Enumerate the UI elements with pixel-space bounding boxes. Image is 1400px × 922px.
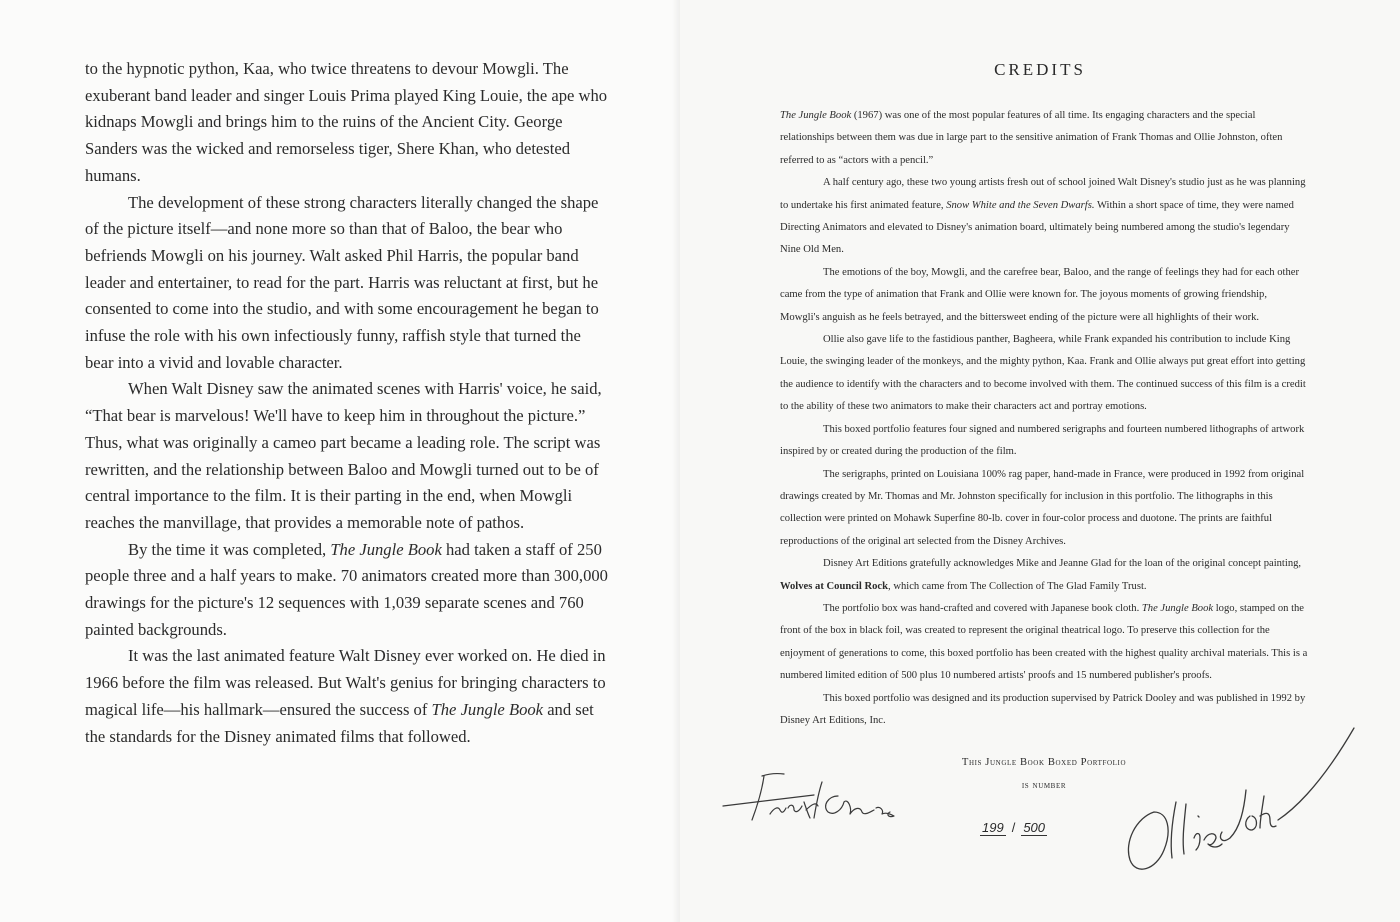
edition-number-row [980,820,1120,836]
r8-film-title: The Jungle Book [1141,602,1214,614]
r2-film-title: Snow White and the Seven Dwarfs. [946,199,1095,211]
portfolio-line-1: This Jungle Book Boxed Portfolio [961,757,1127,768]
p4-film-title: The Jungle Book [330,539,442,559]
edition-number: 199 [982,820,1004,835]
right-page [680,0,1400,922]
credits-paragraph-3: The emotions of the boy, Mowgli, and the carefree bear, Baloo, and the range of feelings they had for each other came from the type of animation that Frank and Ollie were known for. The joyous moments of growing friendship, Mowgli's anguish as he feels betrayed, and the bittersweet ending of the picture were all highlights of their work. [780,266,1300,323]
signature-frank-thomas-icon [718,762,918,842]
credits-paragraph-6: The serigraphs, printed on Louisiana 100% rag paper, hand-made in France, were produced in 1992 from original drawings created by Mr. Thomas and Mr. Johnston specifically for inclusion in this portfolio. The lithographs in this collection were printed on Mohawk Superfine 80-lb. cover in four-color process and duotone. The prints are faithful reproductions of the original art selected from the Disney Archives. [780,468,1305,547]
r7-painting-title: Wolves at Council Rock [780,580,889,592]
r1-text: (1967) was one of the most popular features of all time. Its engaging characters and the special relationships between them was due in large part to the sensitive animation of Frank Thomas and Ollie Johnston, often referred to as “actors with a pencil.” [780,110,1283,166]
left-paragraph-1: to the hypnotic python, Kaa, who twice threatens to devour Mowgli. The exuberant band leader and singer Louis Prima played King Louie, the ape who kidnaps Mowgli and brings him to the ruins of the Ancient City. George Sanders was the wicked and remorseless tiger, Shere Khan, who detested humans. [85,59,608,185]
p5-text-b: and set the standards for the Disney animated films that followed. [85,699,594,746]
left-page [0,0,680,922]
p4-text-b: had taken a staff of 250 people three and a half years to make. 70 animators created more than 300,000 drawings for the picture's 12 sequences with 1,039 separate scenes and 760 painted backgrounds. [85,539,608,639]
credits-paragraph-5: This boxed portfolio features four signed and numbered serigraphs and fourteen numbered lithographs of artwork inspired by or created during the production of the film. [780,423,1305,458]
r2-text-b: Within a short space of time, they were named Directing Animators and elevated to Disney's animation board, ultimately being numbered among the studio's legendary Nine Old Men. [780,199,1294,256]
credits-paragraph-7 [780,553,1308,598]
left-paragraph-2: The development of these strong characters literally changed the shape of the picture itself—and none more so than that of Baloo, the bear who befriends Mowgli on his journey. Walt asked Phil Harris, the popular band leader and entertainer, to read for the part. Harris was reluctant at first, but he consented to come into the studio, and with some encouragement he began to infuse the role with his own infectiously funny, raffish style that turned the bear into a vivid and lovable character. [85,192,599,372]
p4-text-a: By the time it was completed, [128,539,331,559]
left-page-body [85,56,613,750]
signature-ollie-johnston-icon [1118,720,1358,880]
r7-text-a: Disney Art Editions gratefully acknowledges Mike and Jeanne Glad for the loan of the original concept painting, [823,558,1302,570]
left-paragraph-4 [85,537,613,644]
edition-separator: / [1011,820,1016,835]
r2-text-a: A half century ago, these two young artists fresh out of school joined Walt Disney's studio just as he was planning to undertake his first animated feature, [780,177,1306,211]
portfolio-line-2: is number [1021,780,1067,791]
r8-text-a: The portfolio box was hand-crafted and covered with Japanese book cloth. [823,602,1142,614]
credits-heading: CREDITS [994,60,1086,79]
left-paragraph-5 [85,643,613,750]
edition-total: 500 [1023,820,1046,835]
left-paragraph-3: When Walt Disney saw the animated scenes with Harris' voice, he said, “That bear is marvelous! We'll have to keep him in throughout the picture.” Thus, what was originally a cameo part became a leading role. The script was rewritten, and the relationship between Baloo and Mowgli turned out to be of central importance to the film. It is their parting in the end, when Mowgli reaches the manvillage, that provides a memorable note of pathos. [85,379,602,532]
credits-paragraph-9: This boxed portfolio was designed and its production supervised by Patrick Dooley and was published in 1992 by Disney Art Editions, Inc. [780,692,1306,726]
credits-paragraph-1 [780,105,1308,172]
credits-body [780,105,1308,732]
p5-film-title: The Jungle Book [431,699,544,719]
credits-paragraph-8 [780,598,1308,688]
p5-text-a: It was the last animated feature Walt Disney ever worked on. He died in 1966 before the film was released. But Walt's genius for bringing characters to magical life—his hallmark—ensured the success of [85,646,606,719]
r8-text-b: logo, stamped on the front of the box in black foil, was created to represent the original theatrical logo. To preserve this collection for the enjoyment of generations to come, this boxed portfolio has been created with the highest quality archival materials. This is a numbered limited edition of 500 plus 10 numbered artists' proofs and 15 numbered publisher's proofs. [780,602,1308,682]
r7-text-b: , which came from The Collection of The Glad Family Trust. [888,580,1147,592]
r1-film-title: The Jungle Book [780,110,852,121]
credits-paragraph-4: Ollie also gave life to the fastidious panther, Bagheera, while Frank expanded his contribution to include King Louie, the swinging leader of the monkeys, and the mighty python, Kaa. Frank and Ollie always put great effort into getting the audience to identify with the characters and to become involved with them. The continued success of this film is a credit to the ability of these two animators to make their characters act and portray emotions. [780,334,1306,413]
credits-paragraph-2 [780,172,1308,262]
